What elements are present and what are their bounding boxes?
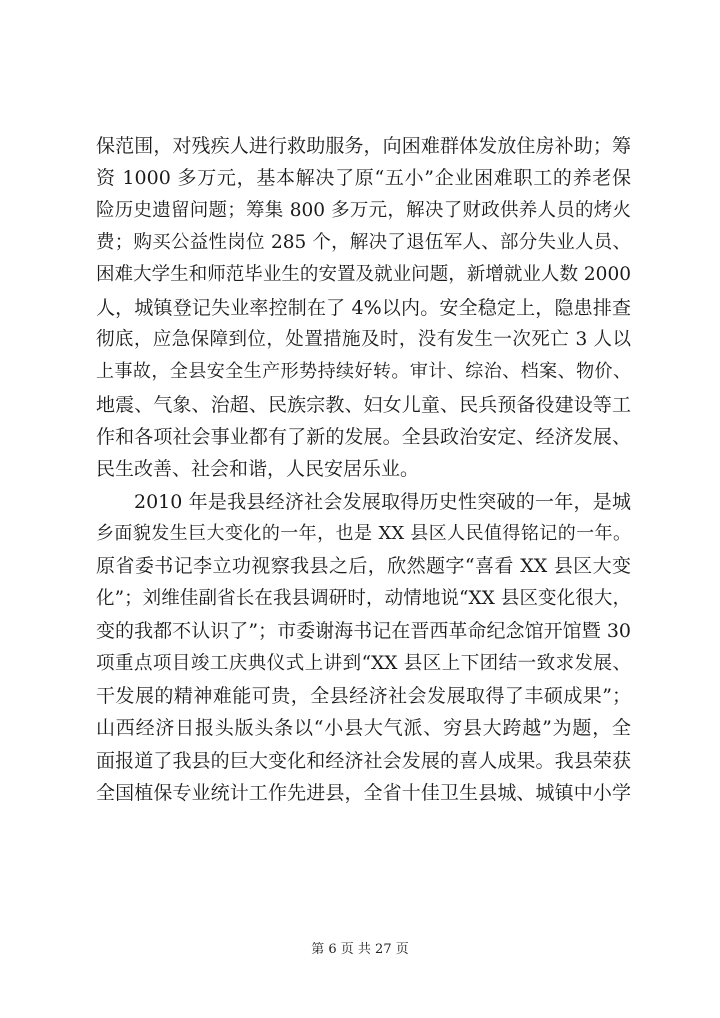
text-line: 地震、气象、治超、民族宗教、妇女儿童、民兵预备役建设等工: [96, 393, 631, 416]
text-line: 上事故，全县安全生产形势持续好转。审计、综治、档案、物价、: [96, 361, 631, 383]
text-line: 原省委书记李立功视察我县之后，欣然题字“喜看 XX 县区大变: [96, 555, 631, 578]
text-line: 彻底，应急保障到位，处置措施及时，没有发生一次死亡 3 人以: [96, 329, 631, 351]
text-line: 保范围，对残疾人进行救助服务，向困难群体发放住房补助；筹: [96, 135, 631, 157]
text-line: 乡面貌发生巨大变化的一年，也是 XX 县区人民值得铭记的一年。: [96, 523, 631, 545]
paragraph-start-line: 2010 年是我县经济社会发展取得历史性突破的一年，是城: [134, 490, 631, 513]
text-line: 干发展的精神难能可贵，全县经济社会发展取得了丰硕成果”；: [96, 684, 631, 707]
text-line: 困难大学生和师范毕业生的安置及就业问题，新增就业人数 2000: [96, 264, 631, 286]
text-line: 人，城镇登记失业率控制在了 4%以内。安全稳定上，隐患排查: [96, 296, 631, 319]
text-line: 山西经济日报头版头条以“小县大气派、穷县大跨越”为题，全: [96, 717, 631, 740]
page-footer: [0, 938, 720, 957]
text-line: 险历史遗留问题；筹集 800 多万元，解决了财政供养人员的烤火: [96, 199, 631, 221]
text-line: 作和各项社会事业都有了新的发展。全县政治安定、经济发展、: [96, 426, 631, 449]
page-number-label: 第 6 页 共 27 页: [311, 942, 409, 957]
text-line: 资 1000 多万元，基本解决了原“五小”企业困难职工的养老保: [96, 167, 631, 190]
text-line: 项重点项目竣工庆典仪式上讲到“XX 县区上下团结一致求发展、: [96, 652, 631, 674]
paragraph-end-line: 民生改善、社会和谐，人民安居乐业。: [96, 458, 420, 481]
text-line: 全国植保专业统计工作先进县，全省十佳卫生县城、城镇中小学: [96, 781, 631, 804]
body-text: [96, 130, 631, 809]
text-line: 费；购买公益性岗位 285 个，解决了退伍军人、部分失业人员、: [96, 232, 631, 254]
text-line: 变的我都不认识了”；市委谢海书记在晋西革命纪念馆开馆暨 30: [96, 620, 631, 643]
text-line: 化”；刘维佳副省长在我县调研时，动情地说“XX 县区变化很大，: [96, 587, 631, 609]
text-line: 面报道了我县的巨大变化和经济社会发展的喜人成果。我县荣获: [96, 749, 631, 772]
